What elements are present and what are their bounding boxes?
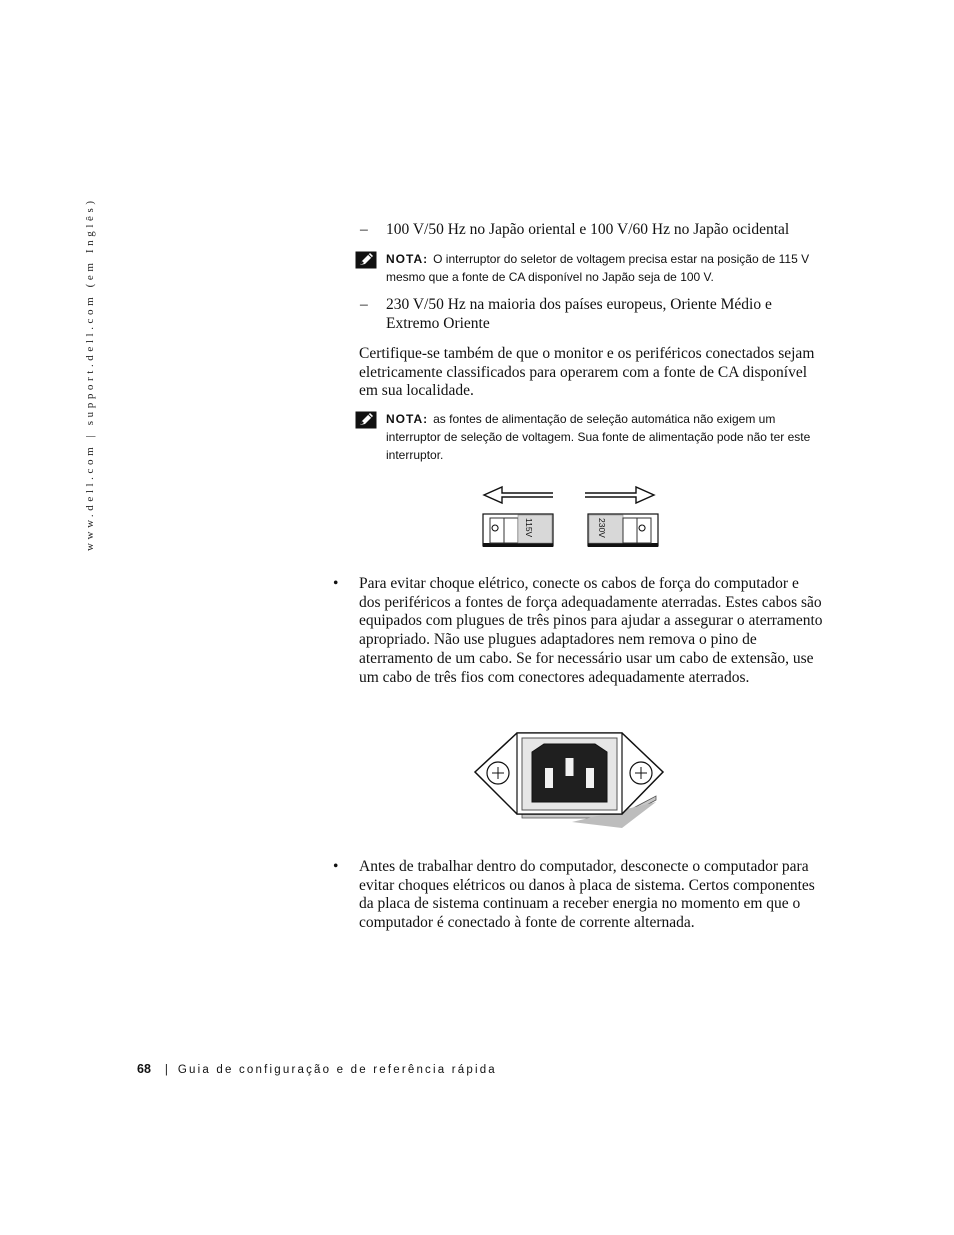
footer-separator: | [164,1064,168,1076]
note-label: NOTA: [386,252,429,266]
voltage-item-japan [360,220,820,239]
bullet-text: Antes de trabalhar dentro do computador, desconecte o computador para evitar choques elétricos ou danos à placa de sistema. Certos componentes da placa de sistema continuam a receber energia no momento em que o computador é conectado à fonte de corrente alternada. [359,858,815,932]
note-auto-select [355,410,815,464]
bullet-marker: • [333,858,339,875]
note-pencil-icon [355,411,377,429]
screw-left-icon [487,762,509,784]
paragraph-peripherals: Certifique-se também de que o monitor e os periféricos conectados sejam eletricamente classificados para operarem com a fonte de CA disponível em sua localidade. [359,345,815,400]
switch-115v [483,514,553,547]
note-text: O interruptor do seletor de voltagem precisa estar na posição de 115 V mesmo que a fonte de CA disponível no Japão seja de 100 V. [386,252,810,284]
arrow-left-icon [484,487,553,503]
switch-230v [588,514,658,547]
bullet-marker: • [333,575,339,592]
note-japan-voltage [355,250,815,286]
footer-title: Guia de configuração e de referência rápida [177,1064,497,1076]
switch-label-115v: 115V [524,518,534,538]
bullet-disconnect [333,858,823,933]
arrow-right-icon [585,487,654,503]
bullet-text: Para evitar choque elétrico, conecte os cabos de força do computador e dos periféricos a fontes de força adequadamente aterradas. Estes cabos são equipados com plugues de três pinos para ajudar a assegurar o aterramento apropriado. Não use plugues adaptadores nem remova o pino de aterramento de um cabo. Se for necessário usar um cabo de extensão, use um cabo de três fios com conectores adequadamente aterrados. [359,575,823,686]
voltage-switch-figure [478,480,663,552]
note-text: as fontes de alimentação de seleção automática não exigem um interruptor de seleção de voltagem. Sua fonte de alimentação pode não ter este interruptor. [386,412,811,462]
power-connector-figure [472,730,668,834]
bullet-grounding [333,575,823,687]
page-number: 68 [137,1062,151,1076]
dash-marker: – [360,221,368,238]
switch-label-230v: 230V [597,518,607,538]
page-footer [137,1062,497,1076]
sidebar-url: www.dell.com | support.dell.com (em Inglês) [84,197,96,551]
screw-right-icon [630,762,652,784]
voltage-item-text: 100 V/50 Hz no Japão oriental e 100 V/60 Hz no Japão ocidental [386,221,790,238]
note-label: NOTA: [386,412,429,426]
note-pencil-icon [355,251,377,269]
voltage-item-text: 230 V/50 Hz na maioria dos países europeus, Oriente Médio e Extremo Oriente [386,296,772,332]
dash-marker: – [360,296,368,313]
voltage-item-europe [360,295,820,333]
